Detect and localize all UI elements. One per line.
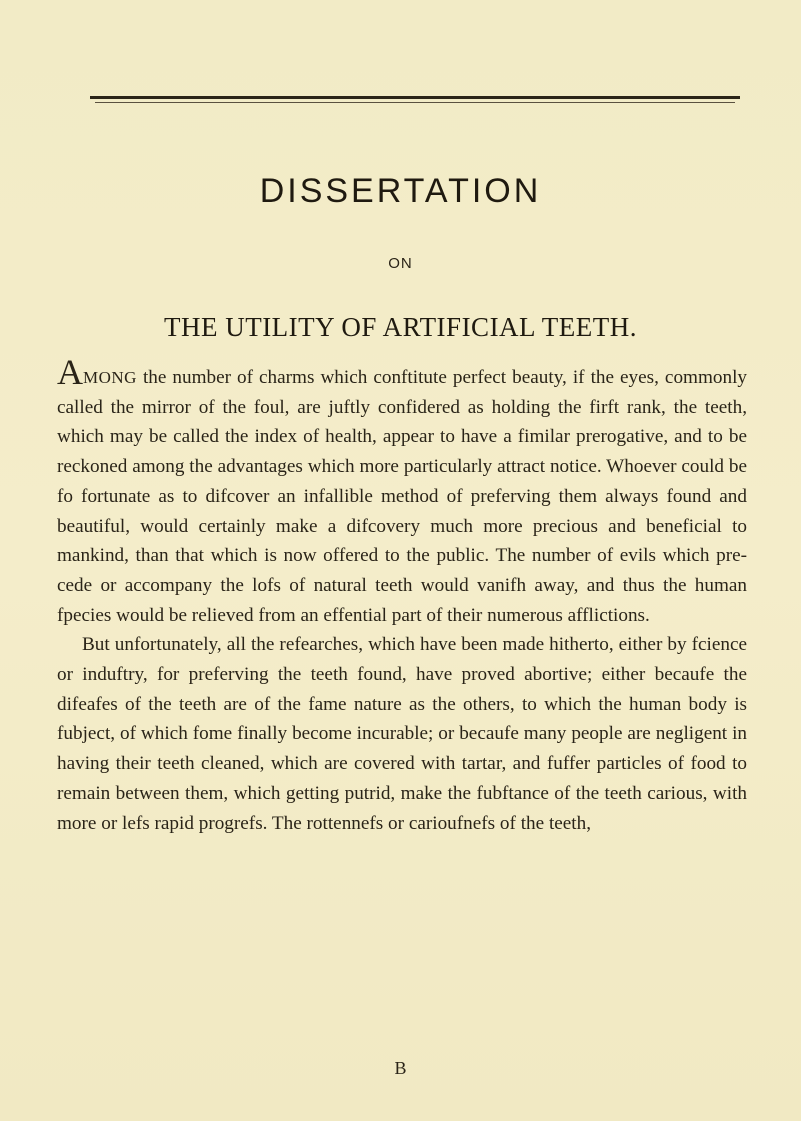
first-word-smallcaps: MONG [83, 368, 137, 387]
header-rule [90, 96, 740, 99]
paragraph-2: But unfortunately, all the refearches, which have been made hitherto, either by fcience or induftry, for preferving the teeth found, have proved abortive; either becaufe the difeafes of the teeth are of the fame nature as the others, to which the human body is fubject, of which fome finally become incurable; or becaufe many people are negligent in having their teeth cleaned, which are covered with tartar, and fuffer particles of food to remain between them, which getting putrid, make the fubftance of the teeth carious, with more or lefs rapid progrefs. The rottennefs or carioufnefs of the teeth, [57, 634, 747, 834]
page-subtitle: THE UTILITY OF ARTIFICIAL TEETH. [163, 312, 638, 342]
header-rule-thin [95, 102, 735, 103]
drop-cap: A [57, 352, 83, 392]
page-title: DISSERTATION [259, 172, 542, 210]
title-connector: ON [388, 255, 413, 272]
paragraph-1 [57, 352, 747, 630]
body-text [57, 352, 747, 838]
signature-mark: B [394, 1058, 407, 1078]
paragraph-1-text: the number of charms which conftitute perfect beauty, if the eyes, commonly called the mirror of the foul, are juftly confidered as holding the firft rank, the teeth, which may be called the index of health, appear to have a fimilar prerogative, and to be reckoned among the advantages which more particularly attract notice. Whoever could be fo fortunate as to difcover an infallible method of preferving them always found and beautiful, would certainly make a difcovery much more precious and beneficial to mankind, than that which is now offered to the public. The number of evils which precede or accompany the lofs of natural teeth would vanifh away, and thus the human fpecies would be relieved from an effential part of their numerous afflictions. [57, 367, 747, 626]
